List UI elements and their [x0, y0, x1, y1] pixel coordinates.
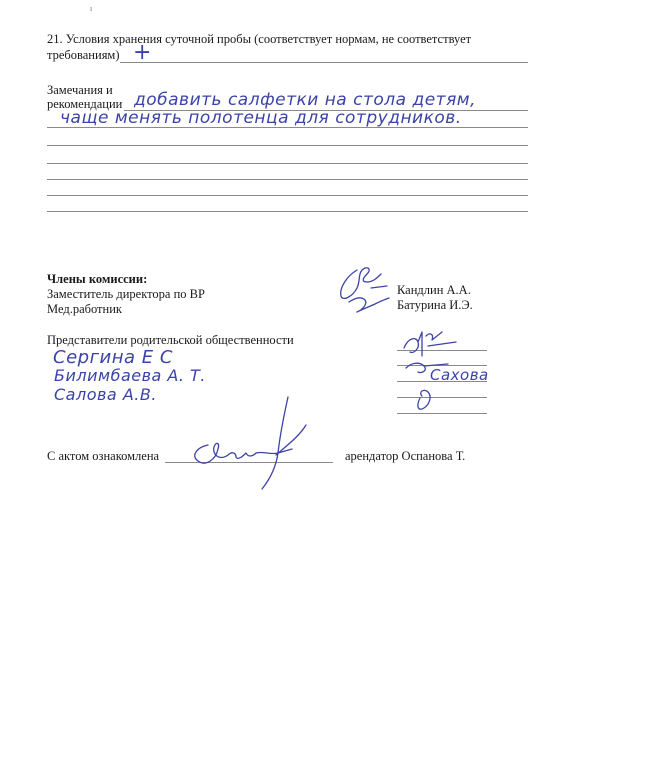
acknowledgement-label: С актом ознакомлена	[47, 449, 160, 463]
item21-answer-line	[120, 62, 528, 63]
item21-handwritten-answer: +	[133, 40, 152, 65]
commission-name-baturina: Батурина И.Э.	[397, 298, 473, 312]
item21-line2: требованиям)	[47, 48, 120, 62]
commission-name-kandlin: Кандлин А.А.	[397, 283, 471, 297]
parent-name-1: Сергина Е С	[53, 347, 173, 368]
parent-sign-text: Сахова	[430, 366, 489, 384]
parents-heading: Представители родительской общественности	[47, 333, 294, 347]
commission-role-medic: Мед.работник	[47, 302, 122, 316]
remarks-line-7	[47, 211, 528, 212]
commission-role-deputy: Заместитель директора по ВР	[47, 287, 205, 301]
acknowledgement-signature	[180, 395, 330, 495]
remarks-handwritten-line1: добавить салфетки на стола детям,	[134, 90, 477, 110]
remarks-line-3	[47, 145, 528, 146]
parent-name-2: Билимбаева А. Т.	[54, 366, 206, 385]
remarks-line-6	[47, 195, 528, 196]
remarks-line-2	[47, 127, 528, 128]
remarks-line-4	[47, 163, 528, 164]
scan-speck: ı	[90, 4, 93, 13]
commission-signatures	[335, 262, 395, 322]
remarks-label-line1: Замечания и	[47, 83, 113, 97]
parent-name-3: Салова А.В.	[54, 385, 157, 404]
remarks-handwritten-line2: чаще менять полотенца для сотрудников.	[60, 108, 462, 128]
remarks-line-5	[47, 179, 528, 180]
remarks-label-line2: рекомендации	[47, 97, 123, 111]
acknowledgement-who: арендатор Оспанова Т.	[345, 449, 466, 463]
item21-line1: 21. Условия хранения суточной пробы (соответствует нормам, не соответствует	[47, 32, 472, 46]
commission-heading: Члены комиссии:	[47, 272, 148, 286]
